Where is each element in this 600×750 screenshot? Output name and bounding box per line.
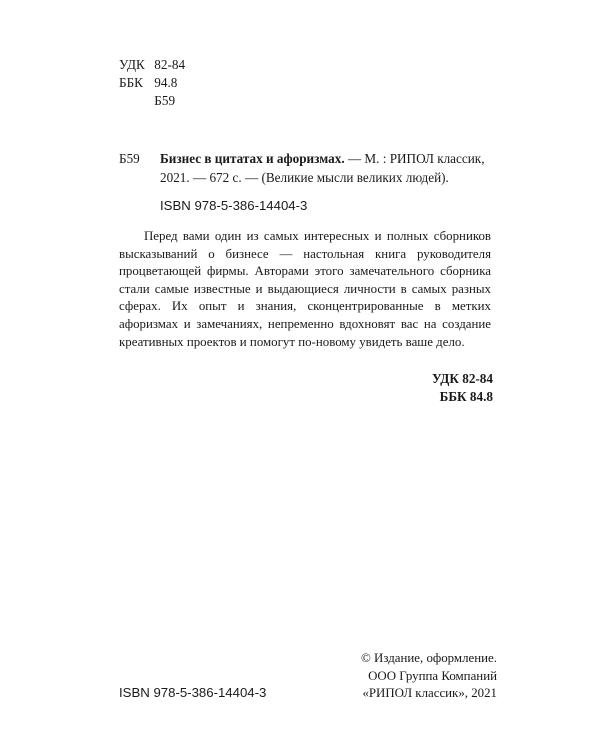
classification-right bbox=[432, 370, 493, 406]
copyright-line-1: © Издание, оформление. bbox=[361, 651, 497, 665]
bibliographic-entry bbox=[160, 149, 505, 187]
bbk-value: 94.8 bbox=[154, 75, 178, 90]
annotation-paragraph: Перед вами один из самых интересных и полных сборников высказываний о бизнесе — настольная книга руководителя процветающей фирмы. Авторами этого замечательного сборника стали самые известные и выдающиеся личности в самых разных сферах. Их опыт и знания, сконцентрированные в метких афоризмах и замечаниях, непременно вдохновят вас на создание креативных проектов и помогут по-новому увидеть ваше дело. bbox=[119, 229, 491, 349]
isbn-main: ISBN 978-5-386-14404-3 bbox=[160, 198, 308, 213]
udk-row-top bbox=[119, 56, 185, 74]
copyright-block bbox=[361, 650, 497, 703]
author-sign: Б59 bbox=[154, 93, 176, 108]
isbn-footer: ISBN 978-5-386-14404-3 bbox=[119, 685, 267, 700]
copyright-line-2: ООО Группа Компаний bbox=[368, 668, 497, 683]
publication-details: — М. : РИПОЛ классик, 2021. — 672 с. — (Великие мысли великих людей). bbox=[160, 151, 485, 185]
udk-label: УДК bbox=[119, 57, 145, 72]
udk-right: УДК 82-84 bbox=[431, 371, 493, 386]
book-title: Бизнес в цитатах и афоризмах. bbox=[160, 151, 345, 166]
bibliographic-code: Б59 bbox=[119, 151, 140, 166]
author-sign-row bbox=[119, 92, 175, 110]
bbk-row-top bbox=[119, 74, 177, 92]
copyright-line-3: «РИПОЛ классик», 2021 bbox=[362, 686, 497, 700]
bbk-right: ББК 84.8 bbox=[439, 389, 493, 404]
bbk-label: ББК bbox=[119, 75, 143, 90]
udk-value: 82-84 bbox=[154, 57, 186, 72]
